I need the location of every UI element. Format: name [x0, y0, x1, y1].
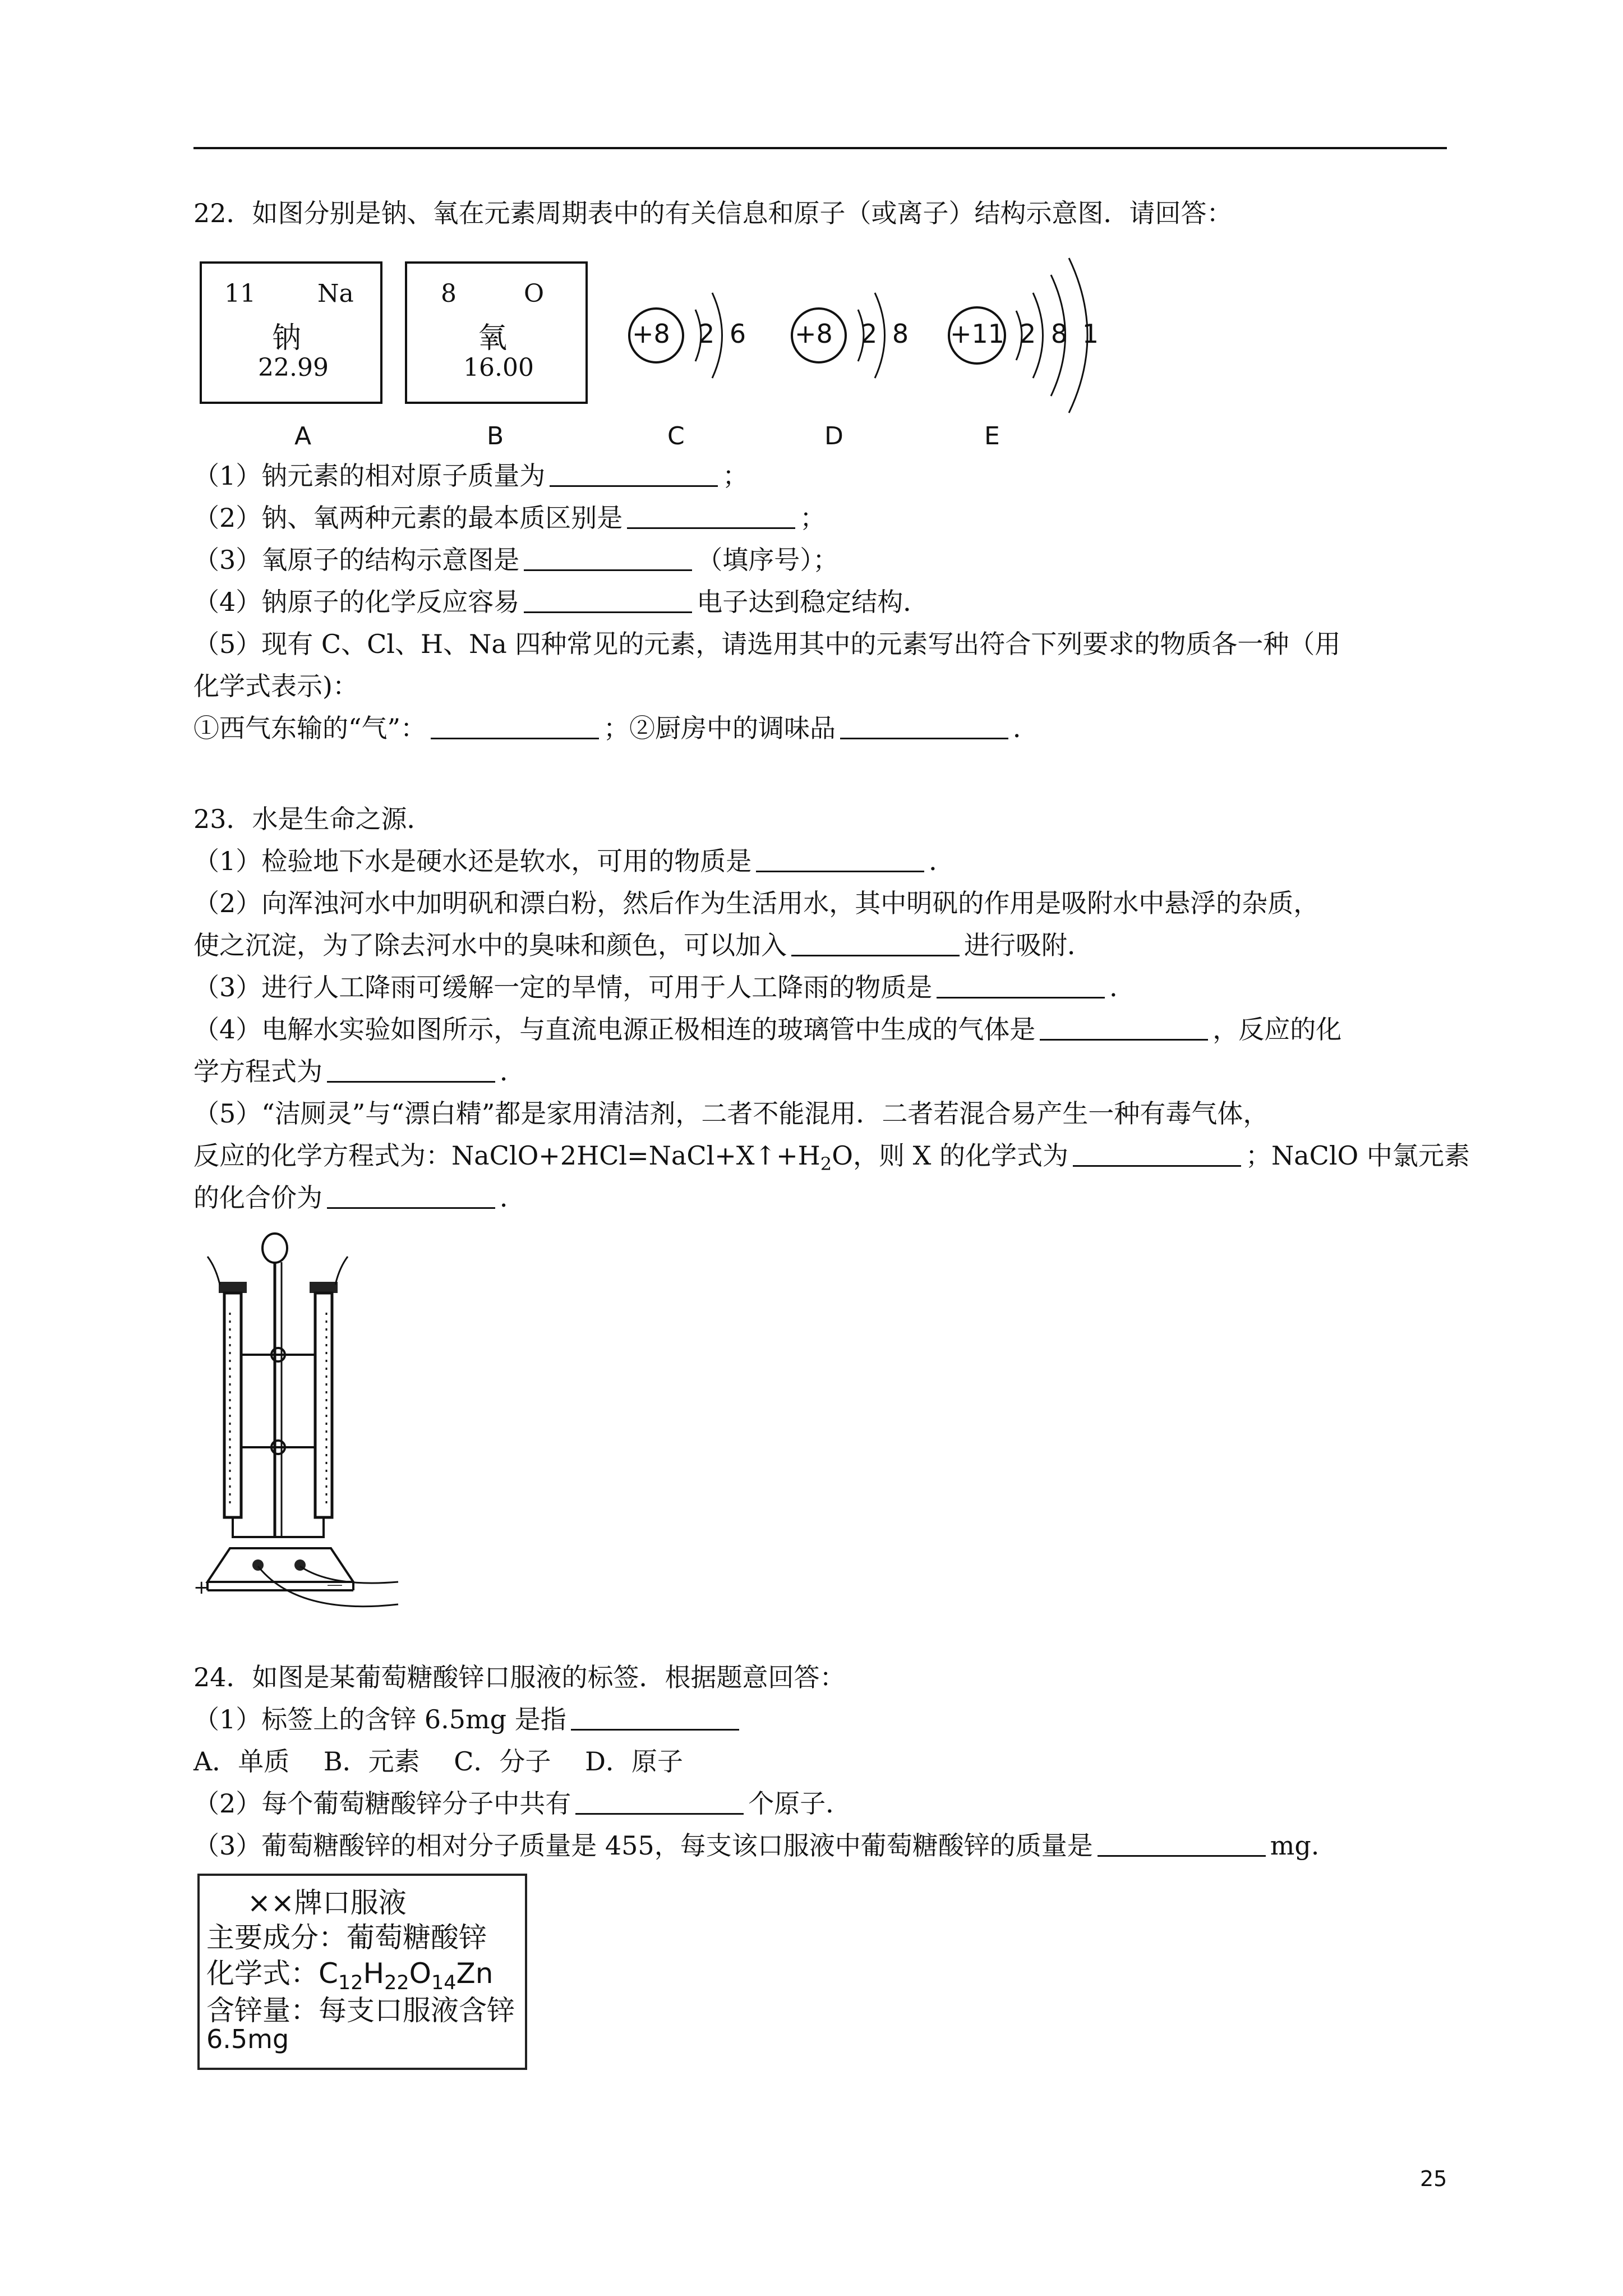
label-zinc-content: 含锌量：每支口服液含锌 [206, 1994, 515, 2027]
q22-sub3-text: （3）氧原子的结构示意图是 [193, 545, 520, 575]
q24-options: A．单质 B．元素 C．分子 D．原子 [193, 1746, 683, 1777]
negative-terminal-label: － [325, 1575, 344, 1598]
formula-c: 化学式：C [206, 1957, 338, 1990]
q22-sub1 [193, 459, 748, 493]
q24-sub2-end: 个原子． [748, 1788, 852, 1819]
label-zinc-amount: 6.5mg [206, 2024, 289, 2054]
q23-sub4-line1 [193, 1013, 1341, 1046]
o-element-card [405, 261, 588, 404]
atom-d-shells: 2 8 [861, 319, 912, 349]
q22-sub4 [193, 585, 929, 619]
header-rule [193, 147, 1447, 149]
figure-label-d: D [824, 422, 843, 450]
q23-sub4-cont: ，反应的化 [1212, 1014, 1342, 1045]
q23-sub5-subscript: 2 [820, 1153, 832, 1175]
na-mass: 22.99 [258, 353, 329, 382]
q23-title: 23．水是生命之源． [193, 804, 433, 834]
na-name: 钠 [272, 321, 302, 355]
figure-label-a: A [294, 422, 312, 450]
o-mass: 16.00 [463, 353, 534, 382]
figure-label-c: C [667, 422, 685, 450]
answer-blank[interactable] [1098, 1829, 1266, 1857]
q22-sub5-end: ． [1013, 713, 1039, 743]
q23-sub4-line2 [193, 1055, 525, 1088]
q24-sub2-text: （2）每个葡萄糖酸锌分子中共有 [193, 1788, 571, 1819]
q23-sub5-text3: 的化合价为 [193, 1182, 322, 1213]
q23-sub5-eq: 反应的化学方程式为：NaClO+2HCl=NaCl+X↑+H [193, 1140, 820, 1171]
q23-sub1-end: ． [929, 846, 955, 876]
q23-sub4-end: ． [500, 1056, 525, 1087]
q22-sub2-text: （2）钠、氧两种元素的最本质区别是 [193, 503, 623, 533]
positive-terminal-label: + [193, 1576, 210, 1599]
q22-sub2-end: ； [800, 503, 826, 533]
na-symbol: Na [317, 279, 354, 308]
q22-sub5-part2: ；②厨房中的调味品 [603, 713, 836, 743]
electrolysis-apparatus-illustration [185, 1223, 409, 1616]
formula-sub-14: 14 [431, 1972, 457, 1994]
q24-sub3 [193, 1829, 1319, 1862]
q23-sub1-text: （1）检验地下水是硬水还是软水，可用的物质是 [193, 846, 752, 876]
q23-sub2-line1: （2）向浑浊河水中加明矾和漂白粉，然后作为生活用水，其中明矾的作用是吸附水中悬浮的杂质， [193, 888, 1320, 918]
answer-blank[interactable] [937, 971, 1105, 999]
q22-sub1-text: （1）钠元素的相对原子质量为 [193, 461, 546, 491]
atom-e-nucleus: +11 [950, 319, 1005, 349]
na-element-card [200, 261, 382, 404]
q22-title: 22．如图分别是钠、氧在元素周期表中的有关信息和原子（或离子）结构示意图．请回答： [193, 198, 1233, 228]
answer-blank[interactable] [791, 929, 960, 956]
medicine-label-card [197, 1874, 527, 2070]
q22-sub1-end: ； [722, 461, 749, 491]
answer-blank[interactable] [756, 845, 924, 872]
q23-sub3-text: （3）进行人工降雨可缓解一定的旱情，可用于人工降雨的物质是 [193, 972, 933, 1002]
q23-sub5-line1: （5）“洁厕灵”与“漂白精”都是家用清洁剂，二者不能混用．二者若混合易产生一种有毒气体， [193, 1098, 1269, 1129]
o-name: 氧 [478, 321, 508, 355]
q23-sub5-cont: ；NaClO 中氯元素 [1245, 1140, 1470, 1171]
atom-c-nucleus: +8 [632, 319, 670, 349]
q23-sub5-line3 [193, 1181, 525, 1214]
q22-sub5-part1: ①西气东输的“气”： [193, 713, 427, 743]
q24-sub2 [193, 1787, 851, 1820]
q22-sub3-end: （填序号）； [697, 545, 839, 575]
answer-blank[interactable] [571, 1703, 739, 1731]
q23-sub1 [193, 844, 955, 878]
q22-sub2 [193, 501, 826, 535]
label-brand: ××牌口服液 [247, 1887, 407, 1919]
q22-sub3 [193, 543, 838, 577]
q24-sub3-end: mg. [1270, 1830, 1320, 1861]
q23-sub5-text: O，则 X 的化学式为 [832, 1140, 1068, 1171]
q22-sub5-line3 [193, 711, 1039, 745]
q24-sub3-text: （3）葡萄糖酸锌的相对分子质量是 455，每支该口服液中葡萄糖酸锌的质量是 [193, 1830, 1093, 1861]
q23-sub2-end: 进行吸附． [964, 930, 1093, 960]
answer-blank[interactable] [327, 1055, 495, 1083]
answer-blank[interactable] [550, 459, 718, 487]
answer-blank[interactable] [840, 712, 1008, 739]
q23-sub2-line2 [193, 928, 1093, 962]
q23-sub5-end: ． [500, 1182, 525, 1213]
answer-blank[interactable] [1040, 1013, 1208, 1041]
q24-sub1-text: （1）标签上的含锌 6.5mg 是指 [193, 1704, 566, 1734]
answer-blank[interactable] [524, 544, 692, 571]
q22-sub5-line1: （5）现有 C、Cl、H、Na 四种常见的元素，请选用其中的元素写出符合下列要求的物质各一种（用 [193, 629, 1341, 659]
q23-sub5-line2 [193, 1139, 1470, 1181]
atom-c-shells: 2 6 [698, 319, 750, 349]
atom-d-nucleus: +8 [795, 319, 833, 349]
formula-h: H [363, 1957, 385, 1990]
o-atomic-number: 8 [441, 279, 457, 308]
q24-title: 24．如图是某葡萄糖酸锌口服液的标签．根据题意回答： [193, 1662, 846, 1692]
page-number: 25 [1420, 2166, 1447, 2191]
formula-sub-22: 22 [384, 1972, 409, 1994]
q23-sub3-end: ． [1109, 972, 1136, 1002]
figure-label-e: E [984, 422, 1000, 450]
q22-sub4-end: 电子达到稳定结构． [697, 587, 929, 617]
formula-sub-12: 12 [338, 1972, 363, 1994]
answer-blank[interactable] [627, 501, 795, 529]
label-ingredient: 主要成分：葡萄糖酸锌 [206, 1921, 487, 1954]
atom-e-shells: 2 8 1 [1020, 319, 1103, 349]
q23-sub2-text: 使之沉淀，为了除去河水中的臭味和颜色，可以加入 [193, 930, 787, 960]
answer-blank[interactable] [1073, 1139, 1241, 1167]
formula-o: O [409, 1957, 431, 1990]
q23-sub4-text2: 学方程式为 [193, 1056, 322, 1087]
answer-blank[interactable] [431, 712, 599, 739]
o-symbol: O [524, 279, 545, 308]
q23-sub3 [193, 970, 1135, 1004]
q24-sub1 [193, 1703, 744, 1736]
answer-blank[interactable] [575, 1787, 744, 1815]
q23-sub4-text: （4）电解水实验如图所示，与直流电源正极相连的玻璃管中生成的气体是 [193, 1014, 1036, 1045]
na-atomic-number: 11 [224, 279, 256, 308]
q22-sub5-line2: 化学式表示)： [193, 671, 358, 701]
formula-zn: Zn [456, 1957, 494, 1990]
figure-label-b: B [487, 422, 504, 450]
answer-blank[interactable] [524, 586, 692, 613]
answer-blank[interactable] [327, 1181, 495, 1209]
q22-sub4-text: （4）钠原子的化学反应容易 [193, 587, 520, 617]
